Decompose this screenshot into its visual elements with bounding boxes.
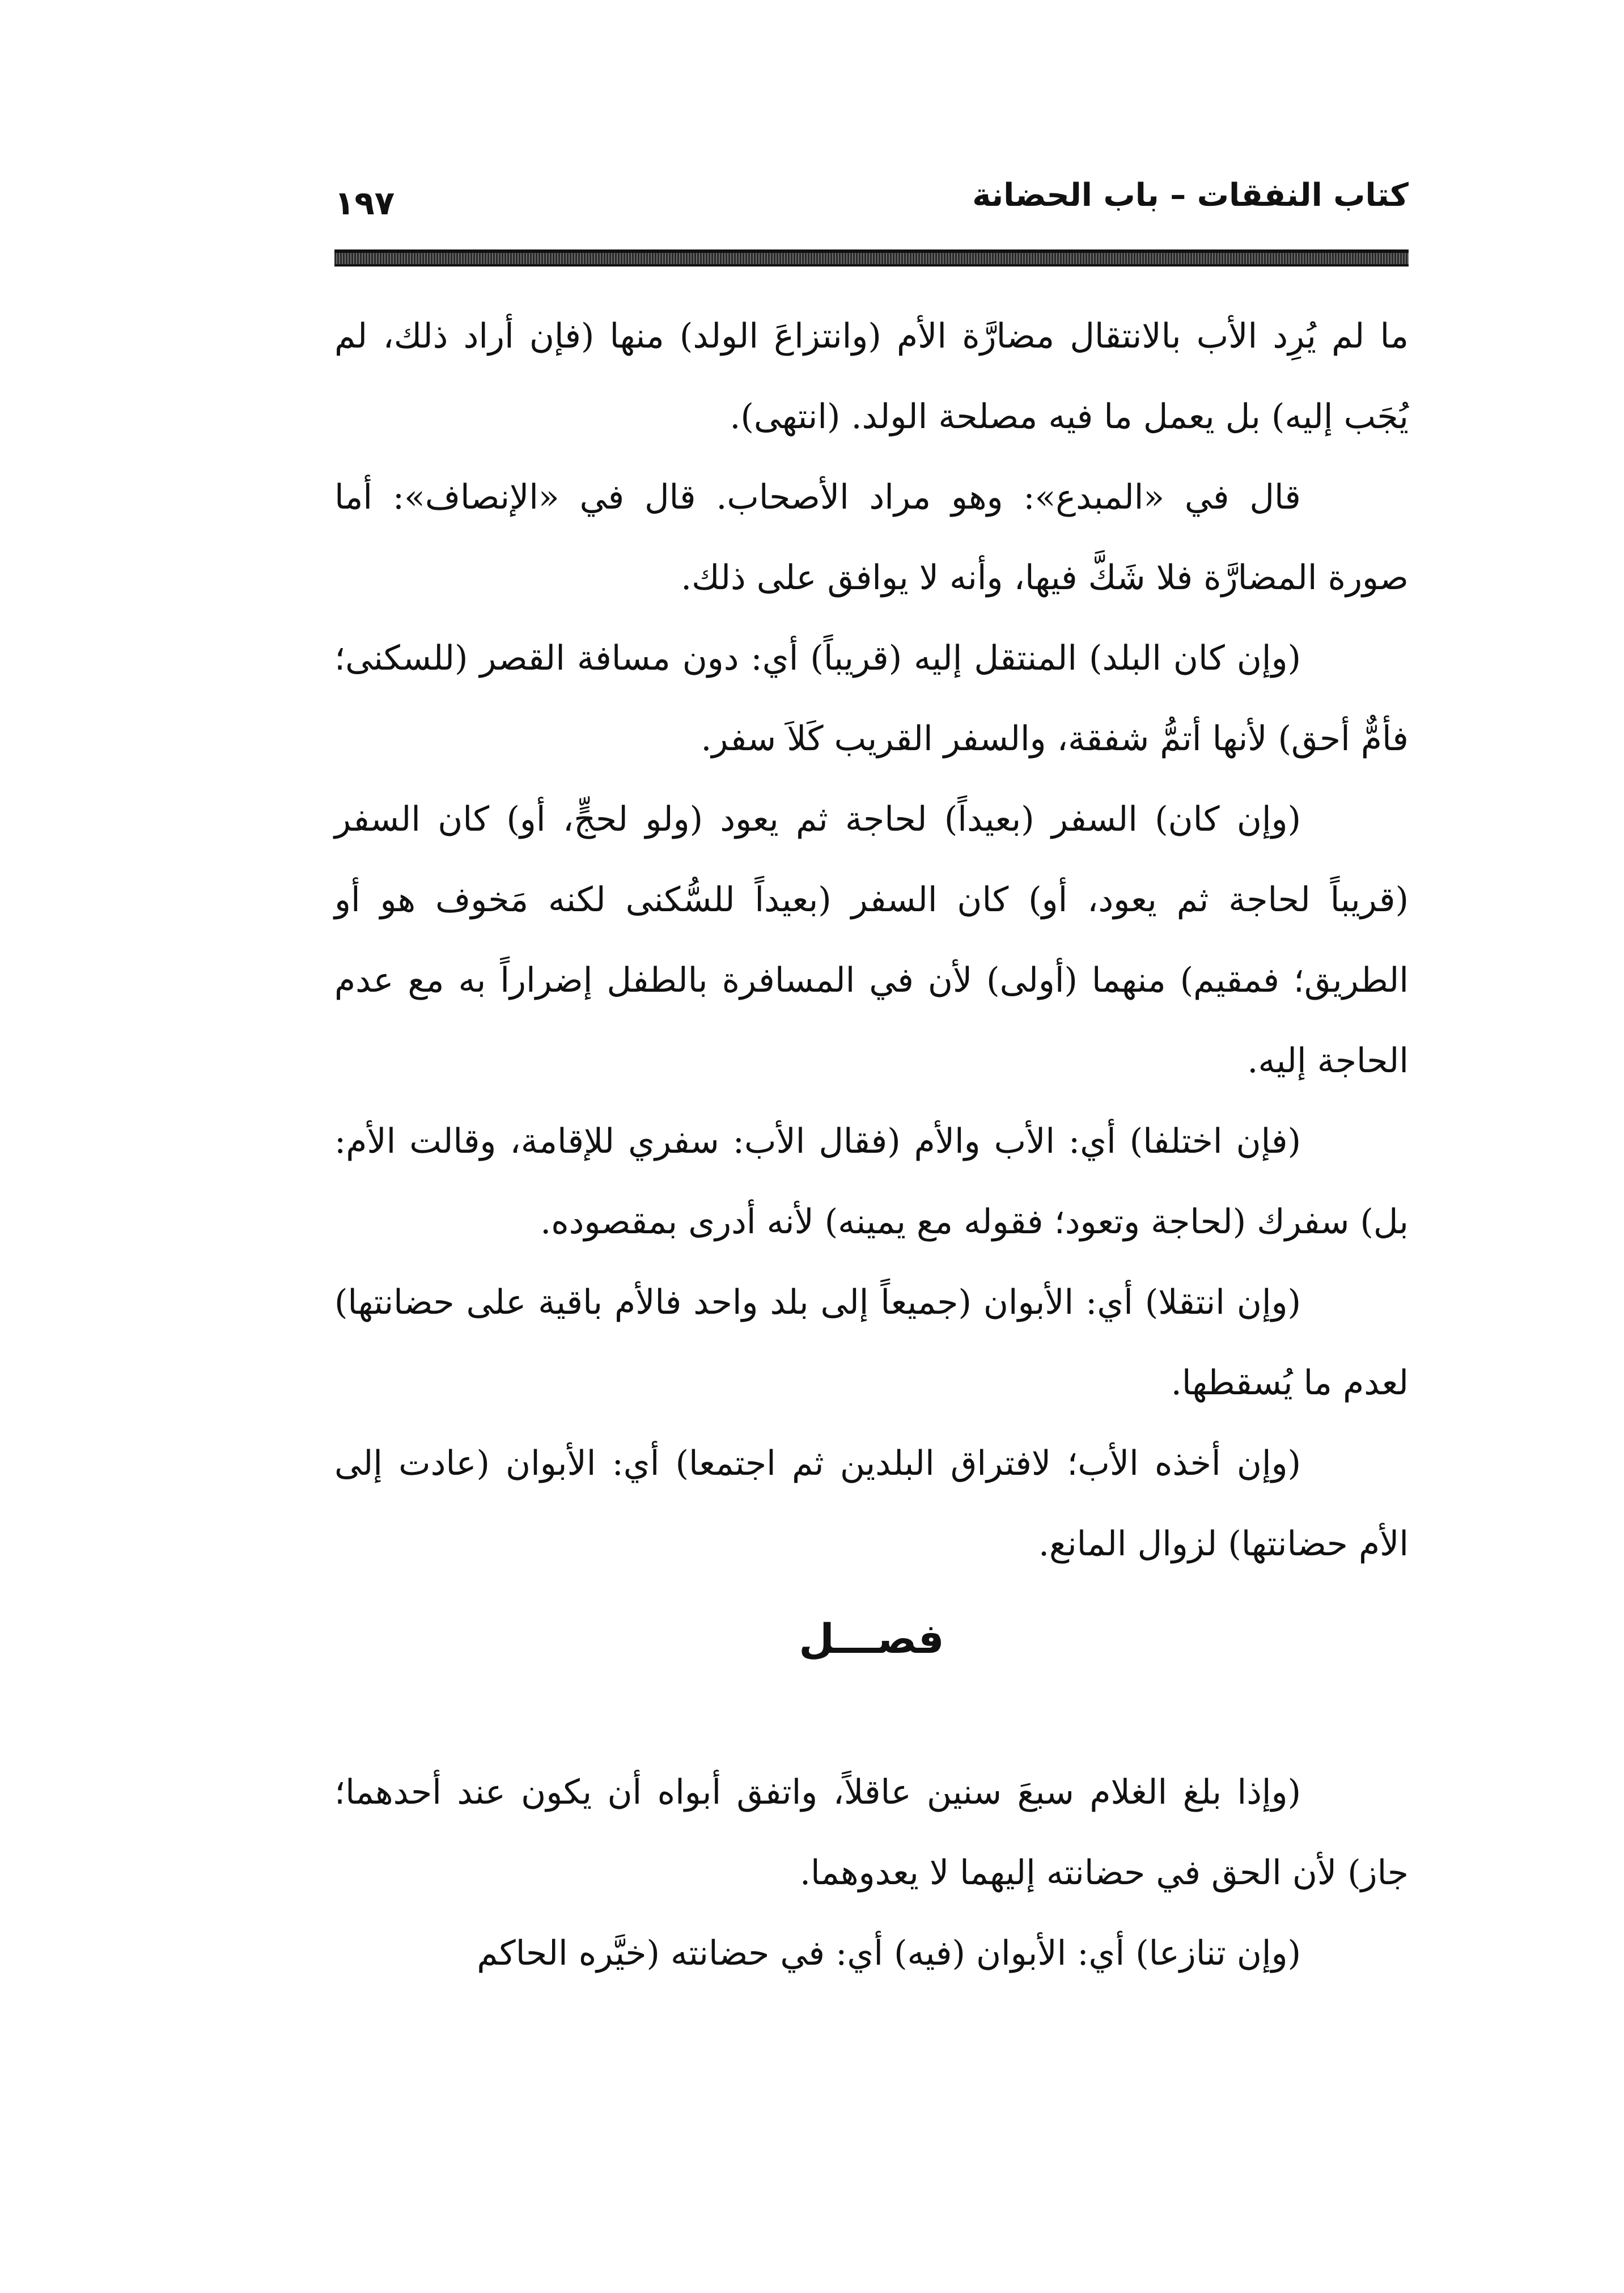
paragraph: (وإذا بلغ الغلام سبعَ سنين عاقلاً، واتفق أبواه أن يكون عند أحدهما؛ جاز) لأن الحق في حضانته إليهما لا يعدوهما. <box>334 1772 1409 1893</box>
section-heading: فصـــل <box>799 1615 944 1662</box>
paragraph: (فإن اختلفا) أي: الأب والأم (فقال الأب: سفري للإقامة، وقالت الأم: بل) سفرك (لحاجة وتعود؛ فقوله مع يمينه) لأنه أدرى بمقصوده. <box>334 1122 1409 1242</box>
page-number: ١٩٧ <box>334 184 395 222</box>
section-text <box>334 1752 1409 1994</box>
main-text <box>334 296 1409 1584</box>
running-title: كتاب النفقات – باب الحضانة <box>972 177 1409 214</box>
header-rule <box>334 249 1409 266</box>
paragraph: (وإن تنازعا) أي: الأبوان (فيه) أي: في حضانته (خيَّره الحاكم <box>477 1934 1301 1973</box>
paragraph: (وإن كان) السفر (بعيداً) لحاجة ثم يعود (ولو لحجٍّ، أو) كان السفر (قريباً لحاجة ثم يعود، أو) كان السفر (بعيداً للسُّكنى لكنه مَخوف هو أو الطريق؛ فمقيم) منهما (أولى) لأن في المسافرة بالطفل إضراراً به مع عدم الحاجة إليه. <box>334 799 1409 1081</box>
paragraph: قال في «المبدع»: وهو مراد الأصحاب. قال في «الإنصاف»: أما صورة المضارَّة فلا شَكَّ فيها، وأنه لا يوافق على ذلك. <box>334 477 1409 598</box>
paragraph: (وإن كان البلد) المنتقل إليه (قريباً) أي: دون مسافة القصر (للسكنى؛ فأمٌّ أحق) لأنها أتمُّ شفقة، والسفر القريب كَلاَ سفر. <box>334 638 1409 759</box>
page-header <box>334 170 1409 249</box>
paragraph: (وإن انتقلا) أي: الأبوان (جميعاً إلى بلد واحد فالأم باقية على حضانتها) لعدم ما يُسقطها. <box>334 1283 1409 1403</box>
paragraph: ما لم يُرِد الأب بالانتقال مضارَّة الأم (وانتزاعَ الولد) منها (فإن أراد ذلك، لم يُجَب إليه) بل يعمل ما فيه مصلحة الولد. (انتهى). <box>334 316 1409 437</box>
paragraph: (وإن أخذه الأب؛ لافتراق البلدين ثم اجتمعا) أي: الأبوان (عادت إلى الأم حضانتها) لزوال المانع. <box>334 1444 1409 1564</box>
